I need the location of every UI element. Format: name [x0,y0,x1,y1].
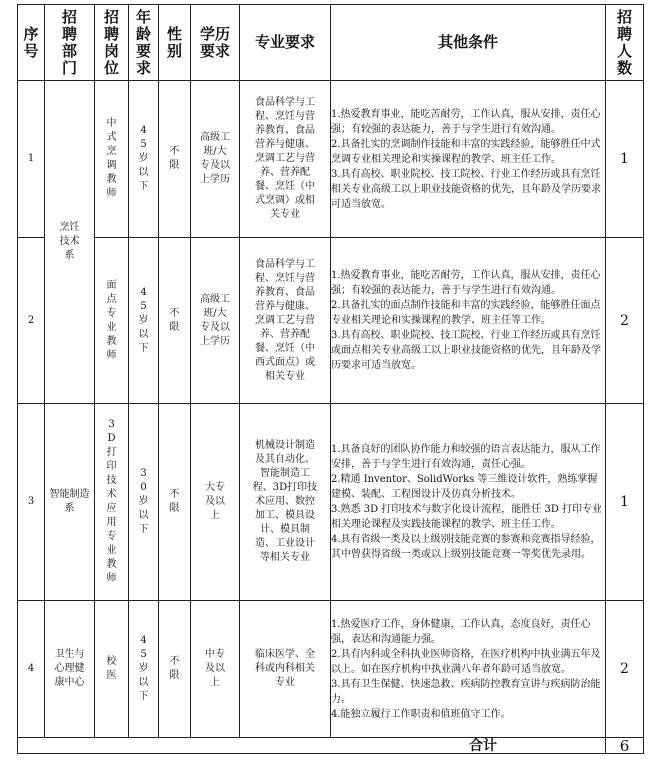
header-other: 其他条件 [331,5,606,81]
age-cell: 45岁以下 [129,81,159,238]
header-dept: 招聘部门 [45,5,95,81]
seq-cell: 3 [18,404,45,601]
header-edu: 学历要求 [191,5,240,81]
count-cell: 1 [606,81,644,238]
major-cell: 机械设计制造及其自动化、智能制造工程、3D打印技术应用、数控加工、模具设计、模具制造、工业设计等相关专业 [240,404,331,601]
major-cell: 食品科学与工程、烹饪与营养教育、食品营养与健康、烹调工艺与营养、营养配餐、烹饪（中西式面点）或相关专业 [240,238,331,404]
age-cell: 45岁以下 [129,238,159,404]
major-cell: 食品科学与工程、烹饪与营养教育、食品营养与健康、烹调工艺与营养、营养配餐、烹饪（中式烹调）或相关专业 [240,81,331,238]
age-cell: 45岁以下 [129,601,159,738]
post-cell: 3D打印技术应用专业教师 [95,404,129,601]
header-major: 专业要求 [240,5,331,81]
edu-cell: 大专及以上 [191,404,240,601]
total-row [18,738,644,754]
count-cell: 2 [606,601,644,738]
table-row [18,601,644,738]
edu-cell: 中专及以上 [191,601,240,738]
other-conditions-cell: 1.具备良好的团队协作能力和较强的语言表达能力，服从工作安排，善于与学生进行有效沟通，责任心强。 2.精通 Inventor、SolidWorks 等三维设计软件，熟练掌握建模、装配、工程图设计及仿真分析技术。 3.熟悉 3D 打印技术与数字化设计流程，能胜任 3D 打印专业相关理论课程及实践技能课程的教学、班主任工作。 4.具有省级一类及以上级别技能竞赛的参赛和竞赛指导经验，其中曾获得省级一类或以上级别技能竞赛一等奖优先录用。 [331,404,606,601]
gender-cell: 不限 [159,601,191,738]
total-value: 6 [606,738,644,754]
post-cell: 中式烹调教师 [95,81,129,238]
header-gender: 性别 [159,5,191,81]
header-post: 招聘岗位 [95,5,129,81]
recruitment-table [17,4,644,754]
gender-cell: 不限 [159,404,191,601]
seq-cell: 2 [18,238,45,404]
age-cell: 30岁以下 [129,404,159,601]
seq-cell: 4 [18,601,45,738]
dept-cell: 智能制造系 [45,404,95,601]
table-row [18,404,644,601]
other-conditions-cell: 1.热爱教育事业，能吃苦耐劳，工作认真，服从安排，责任心强；有较强的表达能力，善于与学生进行有效沟通。 2.具备扎实的面点制作技能和丰富的实践经验，能够胜任面点专业相关理论和实操课程的教学、班主任等工作。 3.具有高校、职业院校、技工院校、行业工作经历或具有烹饪或面点相关专业高级工以上职业技能资格的优先，且年龄及学历要求可适当放宽。 [331,238,606,404]
post-cell: 面点专业教师 [95,238,129,404]
header-row [18,5,644,81]
count-cell: 2 [606,238,644,404]
dept-cell: 卫生与心理健康中心 [45,601,95,738]
gender-cell: 不限 [159,238,191,404]
total-label: 合计 [18,738,606,754]
header-count: 招聘人数 [606,5,644,81]
count-cell: 1 [606,404,644,601]
header-seq: 序号 [18,5,45,81]
dept-cell: 烹饪技术系 [45,81,95,404]
gender-cell: 不限 [159,81,191,238]
post-cell: 校医 [95,601,129,738]
table-row [18,81,644,238]
other-conditions-cell: 1.热爱医疗工作，身体健康，工作认真，态度良好，责任心强，表达和沟通能力强。 2.具有内科或全科执业医师资格，在医疗机构中执业满五年及以上。如在医疗机构中执业满八年者年龄可适当放宽。 3.具有卫生保健、快速急救、疾病防控教育宣讲与疾病防治能力。 4.能独立履行工作职责和值班值守工作。 [331,601,606,738]
edu-cell: 高级工班/大专及以上学历 [191,81,240,238]
seq-cell: 1 [18,81,45,238]
table-row [18,238,644,404]
other-conditions-cell: 1.热爱教育事业，能吃苦耐劳，工作认真，服从安排，责任心强；有较强的表达能力，善于与学生进行有效沟通。 2.具备扎实的烹调制作技能和丰富的实践经验，能够胜任中式烹调专业相关理论和实操课程的教学、班主任工作。 3.具有高校、职业院校、技工院校、行业工作经历或具有烹饪相关专业高级工以上职业技能资格的优先，且年龄及学历要求可适当放宽。 [331,81,606,238]
header-age: 年龄要求 [129,5,159,81]
edu-cell: 高级工班/大专及以上学历 [191,238,240,404]
major-cell: 临床医学、全科或内科相关专业 [240,601,331,738]
